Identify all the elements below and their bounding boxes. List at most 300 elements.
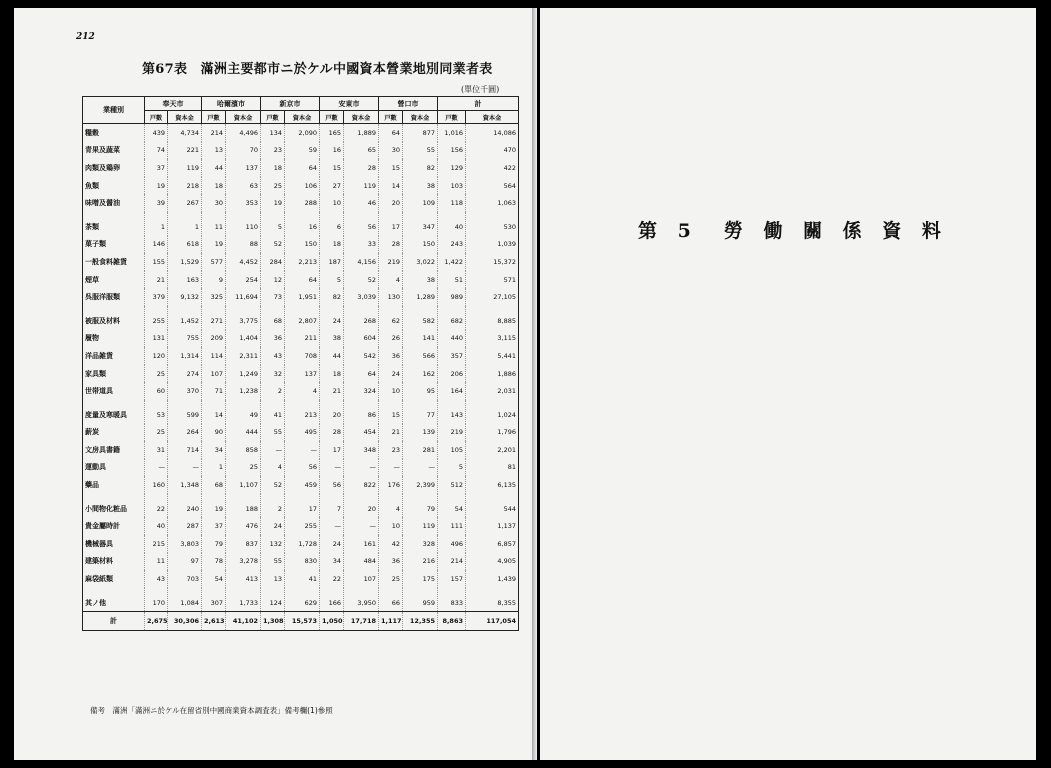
- households-cell: 7: [320, 494, 344, 518]
- households-cell: 90: [202, 424, 226, 442]
- total-row: [83, 612, 519, 631]
- households-cell: 42: [379, 535, 403, 553]
- households-cell: 24: [261, 517, 285, 535]
- capital-cell: 88: [226, 236, 261, 254]
- households-cell: 132: [261, 535, 285, 553]
- households-cell: 206: [438, 365, 466, 383]
- households-cell: 325: [202, 288, 226, 306]
- capital-cell: 6,135: [466, 476, 519, 494]
- households-cell: 44: [202, 159, 226, 177]
- capital-cell: 454: [344, 424, 379, 442]
- capital-cell: 3,775: [226, 306, 261, 330]
- capital-cell: 3,115: [466, 330, 519, 348]
- capital-cell: 287: [168, 517, 202, 535]
- households-cell: 255: [145, 306, 168, 330]
- capital-cell: 858: [226, 441, 261, 459]
- capital-cell: 254: [226, 271, 261, 289]
- households-cell: 10: [320, 194, 344, 212]
- households-cell: 155: [145, 253, 168, 271]
- sub-header: 戸數: [145, 111, 168, 124]
- table-row: [83, 424, 519, 442]
- households-cell: 170: [145, 588, 168, 612]
- households-cell: 164: [438, 382, 466, 400]
- city-header: 奉天市: [145, 97, 202, 111]
- households-cell: 8,863: [438, 612, 466, 631]
- capital-cell: 281: [403, 441, 438, 459]
- table-row: [83, 365, 519, 383]
- households-cell: 68: [202, 476, 226, 494]
- capital-cell: 1,063: [466, 194, 519, 212]
- capital-cell: 137: [226, 159, 261, 177]
- households-cell: 37: [202, 517, 226, 535]
- capital-cell: 1,084: [168, 588, 202, 612]
- capital-cell: 106: [285, 177, 320, 195]
- capital-cell: 571: [466, 271, 519, 289]
- households-cell: 82: [320, 288, 344, 306]
- capital-cell: 221: [168, 142, 202, 160]
- households-cell: 25: [261, 177, 285, 195]
- households-cell: 18: [202, 177, 226, 195]
- households-cell: 78: [202, 553, 226, 571]
- capital-cell: 41,102: [226, 612, 261, 631]
- capital-cell: 2,031: [466, 382, 519, 400]
- capital-cell: 274: [168, 365, 202, 383]
- capital-cell: 618: [168, 236, 202, 254]
- capital-cell: 56: [285, 459, 320, 477]
- capital-cell: 25: [226, 459, 261, 477]
- households-cell: 74: [145, 142, 168, 160]
- households-cell: 1,050: [320, 612, 344, 631]
- households-cell: 1: [145, 212, 168, 236]
- capital-cell: 28: [344, 159, 379, 177]
- capital-cell: 959: [403, 588, 438, 612]
- capital-cell: —: [285, 441, 320, 459]
- capital-cell: 1,249: [226, 365, 261, 383]
- households-cell: 379: [145, 288, 168, 306]
- households-cell: —: [320, 459, 344, 477]
- left-page: [14, 8, 532, 760]
- capital-cell: 268: [344, 306, 379, 330]
- households-cell: 103: [438, 177, 466, 195]
- category-cell: 呉服洋服類: [83, 288, 145, 306]
- households-cell: 187: [320, 253, 344, 271]
- households-cell: 62: [379, 306, 403, 330]
- households-cell: 27: [320, 177, 344, 195]
- households-cell: 43: [261, 347, 285, 365]
- households-cell: 17: [320, 441, 344, 459]
- households-cell: 54: [202, 570, 226, 588]
- capital-cell: 137: [285, 365, 320, 383]
- households-cell: 9: [202, 271, 226, 289]
- households-cell: 1,117: [379, 612, 403, 631]
- table-row: [83, 382, 519, 400]
- capital-cell: 5,441: [466, 347, 519, 365]
- capital-cell: 267: [168, 194, 202, 212]
- capital-cell: 3,278: [226, 553, 261, 571]
- households-cell: 54: [438, 494, 466, 518]
- capital-cell: 3,950: [344, 588, 379, 612]
- households-cell: 120: [145, 347, 168, 365]
- households-cell: 1: [202, 459, 226, 477]
- households-cell: 11: [202, 212, 226, 236]
- households-cell: 38: [320, 330, 344, 348]
- households-cell: 24: [379, 365, 403, 383]
- households-cell: 682: [438, 306, 466, 330]
- capital-cell: 64: [285, 159, 320, 177]
- table-row: [83, 253, 519, 271]
- table-row: [83, 570, 519, 588]
- capital-cell: 14,086: [466, 124, 519, 142]
- households-cell: 10: [379, 517, 403, 535]
- capital-cell: 1,137: [466, 517, 519, 535]
- capital-cell: 544: [466, 494, 519, 518]
- households-cell: 160: [145, 476, 168, 494]
- capital-cell: 33: [344, 236, 379, 254]
- capital-cell: 86: [344, 400, 379, 424]
- capital-cell: 161: [344, 535, 379, 553]
- capital-cell: 15,372: [466, 253, 519, 271]
- capital-cell: 107: [344, 570, 379, 588]
- table-row: [83, 553, 519, 571]
- capital-cell: 4,156: [344, 253, 379, 271]
- sub-header: 資本金: [344, 111, 379, 124]
- households-cell: 166: [320, 588, 344, 612]
- sub-header: 戸數: [320, 111, 344, 124]
- households-cell: 440: [438, 330, 466, 348]
- capital-cell: 348: [344, 441, 379, 459]
- households-cell: 107: [202, 365, 226, 383]
- capital-cell: 1,039: [466, 236, 519, 254]
- households-cell: 1,308: [261, 612, 285, 631]
- sub-header: 資本金: [168, 111, 202, 124]
- households-cell: 10: [379, 382, 403, 400]
- capital-cell: 1,024: [466, 400, 519, 424]
- business-table: [82, 96, 519, 631]
- households-cell: 215: [145, 535, 168, 553]
- households-cell: 23: [379, 441, 403, 459]
- households-cell: 157: [438, 570, 466, 588]
- capital-cell: 422: [466, 159, 519, 177]
- category-cell: 青果及蔬菜: [83, 142, 145, 160]
- capital-cell: 1,889: [344, 124, 379, 142]
- households-cell: 21: [379, 424, 403, 442]
- households-cell: 271: [202, 306, 226, 330]
- households-cell: 56: [320, 476, 344, 494]
- households-cell: 73: [261, 288, 285, 306]
- capital-cell: 4,734: [168, 124, 202, 142]
- households-cell: 130: [379, 288, 403, 306]
- capital-cell: 211: [285, 330, 320, 348]
- table-row: [83, 330, 519, 348]
- capital-cell: 837: [226, 535, 261, 553]
- category-cell: 建築材料: [83, 553, 145, 571]
- capital-cell: 1,289: [403, 288, 438, 306]
- table-note: 備考 滿洲「滿洲ニ於ケル在留省別中國商業資本調査表」備考欄(1)參照: [90, 706, 333, 715]
- capital-cell: 52: [344, 271, 379, 289]
- page-number: 212: [76, 32, 95, 42]
- capital-cell: 63: [226, 177, 261, 195]
- table-title: 第67表 滿洲主要都市ニ於ケル中國資本營業地別同業者表: [142, 62, 493, 77]
- households-cell: 66: [379, 588, 403, 612]
- households-cell: 28: [379, 236, 403, 254]
- households-cell: 52: [261, 236, 285, 254]
- table-row: [83, 212, 519, 236]
- capital-cell: 70: [226, 142, 261, 160]
- capital-cell: 822: [344, 476, 379, 494]
- households-cell: 41: [261, 400, 285, 424]
- capital-cell: 139: [403, 424, 438, 442]
- households-cell: 40: [145, 517, 168, 535]
- households-cell: 307: [202, 588, 226, 612]
- capital-cell: 119: [344, 177, 379, 195]
- households-cell: 577: [202, 253, 226, 271]
- households-cell: 68: [261, 306, 285, 330]
- capital-cell: 530: [466, 212, 519, 236]
- households-cell: 20: [379, 194, 403, 212]
- households-cell: 4: [261, 459, 285, 477]
- capital-cell: 65: [344, 142, 379, 160]
- households-cell: 20: [320, 400, 344, 424]
- capital-cell: 1,238: [226, 382, 261, 400]
- category-cell: 麻袋紙類: [83, 570, 145, 588]
- capital-cell: 353: [226, 194, 261, 212]
- households-cell: 36: [379, 553, 403, 571]
- households-cell: 1,422: [438, 253, 466, 271]
- category-cell: 煙草: [83, 271, 145, 289]
- households-cell: 146: [145, 236, 168, 254]
- capital-cell: —: [168, 459, 202, 477]
- households-cell: 11: [145, 553, 168, 571]
- households-cell: 30: [202, 194, 226, 212]
- capital-cell: 703: [168, 570, 202, 588]
- capital-cell: 1,439: [466, 570, 519, 588]
- households-cell: —: [379, 459, 403, 477]
- table-row: [83, 271, 519, 289]
- households-cell: 165: [320, 124, 344, 142]
- category-cell: 家具類: [83, 365, 145, 383]
- households-cell: 19: [261, 194, 285, 212]
- households-cell: 5: [320, 271, 344, 289]
- chapter-title: 第 5 勞 働 關 係 資 料: [638, 220, 948, 242]
- city-header: 營口市: [379, 97, 438, 111]
- households-cell: 32: [261, 365, 285, 383]
- households-cell: 53: [145, 400, 168, 424]
- capital-cell: 755: [168, 330, 202, 348]
- capital-cell: —: [344, 459, 379, 477]
- capital-cell: 877: [403, 124, 438, 142]
- households-cell: 37: [145, 159, 168, 177]
- capital-cell: 2,311: [226, 347, 261, 365]
- capital-cell: 566: [403, 347, 438, 365]
- category-cell: 菓子類: [83, 236, 145, 254]
- capital-cell: 347: [403, 212, 438, 236]
- households-cell: 15: [379, 159, 403, 177]
- households-cell: 31: [145, 441, 168, 459]
- category-cell: 味噌及醤油: [83, 194, 145, 212]
- capital-cell: 17: [285, 494, 320, 518]
- capital-cell: 413: [226, 570, 261, 588]
- capital-cell: 175: [403, 570, 438, 588]
- households-cell: 13: [202, 142, 226, 160]
- households-cell: 989: [438, 288, 466, 306]
- capital-cell: 484: [344, 553, 379, 571]
- capital-cell: 95: [403, 382, 438, 400]
- category-cell: 一般食料雑貨: [83, 253, 145, 271]
- households-cell: 30: [379, 142, 403, 160]
- category-cell: 貴金屬時計: [83, 517, 145, 535]
- capital-cell: 8,355: [466, 588, 519, 612]
- category-cell: 茶類: [83, 212, 145, 236]
- capital-cell: 542: [344, 347, 379, 365]
- households-cell: 25: [379, 570, 403, 588]
- capital-cell: 1,529: [168, 253, 202, 271]
- capital-cell: 2,213: [285, 253, 320, 271]
- households-cell: 214: [438, 553, 466, 571]
- households-cell: 14: [379, 177, 403, 195]
- capital-cell: 77: [403, 400, 438, 424]
- households-cell: 40: [438, 212, 466, 236]
- households-cell: 14: [202, 400, 226, 424]
- capital-cell: 470: [466, 142, 519, 160]
- households-cell: 2,675: [145, 612, 168, 631]
- capital-cell: 119: [168, 159, 202, 177]
- capital-cell: 119: [403, 517, 438, 535]
- table-row: [83, 535, 519, 553]
- households-cell: —: [145, 459, 168, 477]
- households-cell: 79: [202, 535, 226, 553]
- households-cell: 284: [261, 253, 285, 271]
- capital-cell: 4: [285, 382, 320, 400]
- capital-cell: 81: [466, 459, 519, 477]
- category-cell: 洋品雑貨: [83, 347, 145, 365]
- city-header: 哈爾濱市: [202, 97, 261, 111]
- capital-cell: 141: [403, 330, 438, 348]
- households-cell: 19: [202, 494, 226, 518]
- capital-cell: 30,306: [168, 612, 202, 631]
- row-header: 業種別: [83, 97, 145, 124]
- capital-cell: 1,314: [168, 347, 202, 365]
- right-page: [540, 8, 1036, 760]
- capital-cell: 8,885: [466, 306, 519, 330]
- category-cell: 魚類: [83, 177, 145, 195]
- households-cell: —: [261, 441, 285, 459]
- capital-cell: 16: [285, 212, 320, 236]
- households-cell: 111: [438, 517, 466, 535]
- capital-cell: 714: [168, 441, 202, 459]
- capital-cell: 56: [344, 212, 379, 236]
- households-cell: 36: [261, 330, 285, 348]
- households-cell: 209: [202, 330, 226, 348]
- sub-header: 資本金: [226, 111, 261, 124]
- households-cell: 39: [145, 194, 168, 212]
- capital-cell: 27,105: [466, 288, 519, 306]
- table-row: [83, 517, 519, 535]
- households-cell: —: [320, 517, 344, 535]
- table-row: [83, 441, 519, 459]
- capital-cell: 328: [403, 535, 438, 553]
- households-cell: 2: [261, 494, 285, 518]
- capital-cell: 64: [285, 271, 320, 289]
- capital-cell: 4,496: [226, 124, 261, 142]
- households-cell: 219: [438, 424, 466, 442]
- capital-cell: 1,728: [285, 535, 320, 553]
- households-cell: 16: [320, 142, 344, 160]
- capital-cell: 97: [168, 553, 202, 571]
- households-cell: 439: [145, 124, 168, 142]
- households-cell: 496: [438, 535, 466, 553]
- capital-cell: 370: [168, 382, 202, 400]
- households-cell: 43: [145, 570, 168, 588]
- capital-cell: 2,399: [403, 476, 438, 494]
- category-cell: 履物: [83, 330, 145, 348]
- capital-cell: 163: [168, 271, 202, 289]
- capital-cell: 1,348: [168, 476, 202, 494]
- capital-cell: 3,803: [168, 535, 202, 553]
- households-cell: 36: [379, 347, 403, 365]
- city-header: 安東市: [320, 97, 379, 111]
- households-cell: 15: [379, 400, 403, 424]
- capital-cell: 150: [285, 236, 320, 254]
- households-cell: 124: [261, 588, 285, 612]
- category-cell: 計: [83, 612, 145, 631]
- sub-header: 戸數: [202, 111, 226, 124]
- capital-cell: 218: [168, 177, 202, 195]
- households-cell: 55: [261, 424, 285, 442]
- capital-cell: 1,107: [226, 476, 261, 494]
- households-cell: 25: [145, 424, 168, 442]
- category-cell: 藥品: [83, 476, 145, 494]
- category-cell: 糧穀: [83, 124, 145, 142]
- households-cell: 134: [261, 124, 285, 142]
- households-cell: 5: [438, 459, 466, 477]
- households-cell: 176: [379, 476, 403, 494]
- category-cell: 文房具書籍: [83, 441, 145, 459]
- households-cell: 6: [320, 212, 344, 236]
- capital-cell: 1,886: [466, 365, 519, 383]
- capital-cell: 162: [403, 365, 438, 383]
- table-row: [83, 400, 519, 424]
- capital-cell: 109: [403, 194, 438, 212]
- households-cell: 51: [438, 271, 466, 289]
- capital-cell: 1,796: [466, 424, 519, 442]
- households-cell: 44: [320, 347, 344, 365]
- sub-header: 戸數: [438, 111, 466, 124]
- capital-cell: 459: [285, 476, 320, 494]
- capital-cell: 15,573: [285, 612, 320, 631]
- capital-cell: 55: [403, 142, 438, 160]
- capital-cell: 3,022: [403, 253, 438, 271]
- households-cell: 60: [145, 382, 168, 400]
- capital-cell: 216: [403, 553, 438, 571]
- households-cell: 24: [320, 535, 344, 553]
- unit-label: (單位千圓): [461, 85, 500, 94]
- capital-cell: 1: [168, 212, 202, 236]
- category-cell: 小間物化粧品: [83, 494, 145, 518]
- table-row: [83, 159, 519, 177]
- capital-cell: 830: [285, 553, 320, 571]
- category-cell: 機械器具: [83, 535, 145, 553]
- households-cell: 114: [202, 347, 226, 365]
- table-row: [83, 347, 519, 365]
- households-cell: 4: [379, 494, 403, 518]
- households-cell: 2,613: [202, 612, 226, 631]
- households-cell: 71: [202, 382, 226, 400]
- households-cell: 22: [320, 570, 344, 588]
- households-cell: 17: [379, 212, 403, 236]
- households-cell: 28: [320, 424, 344, 442]
- households-cell: 214: [202, 124, 226, 142]
- city-header: 新京市: [261, 97, 320, 111]
